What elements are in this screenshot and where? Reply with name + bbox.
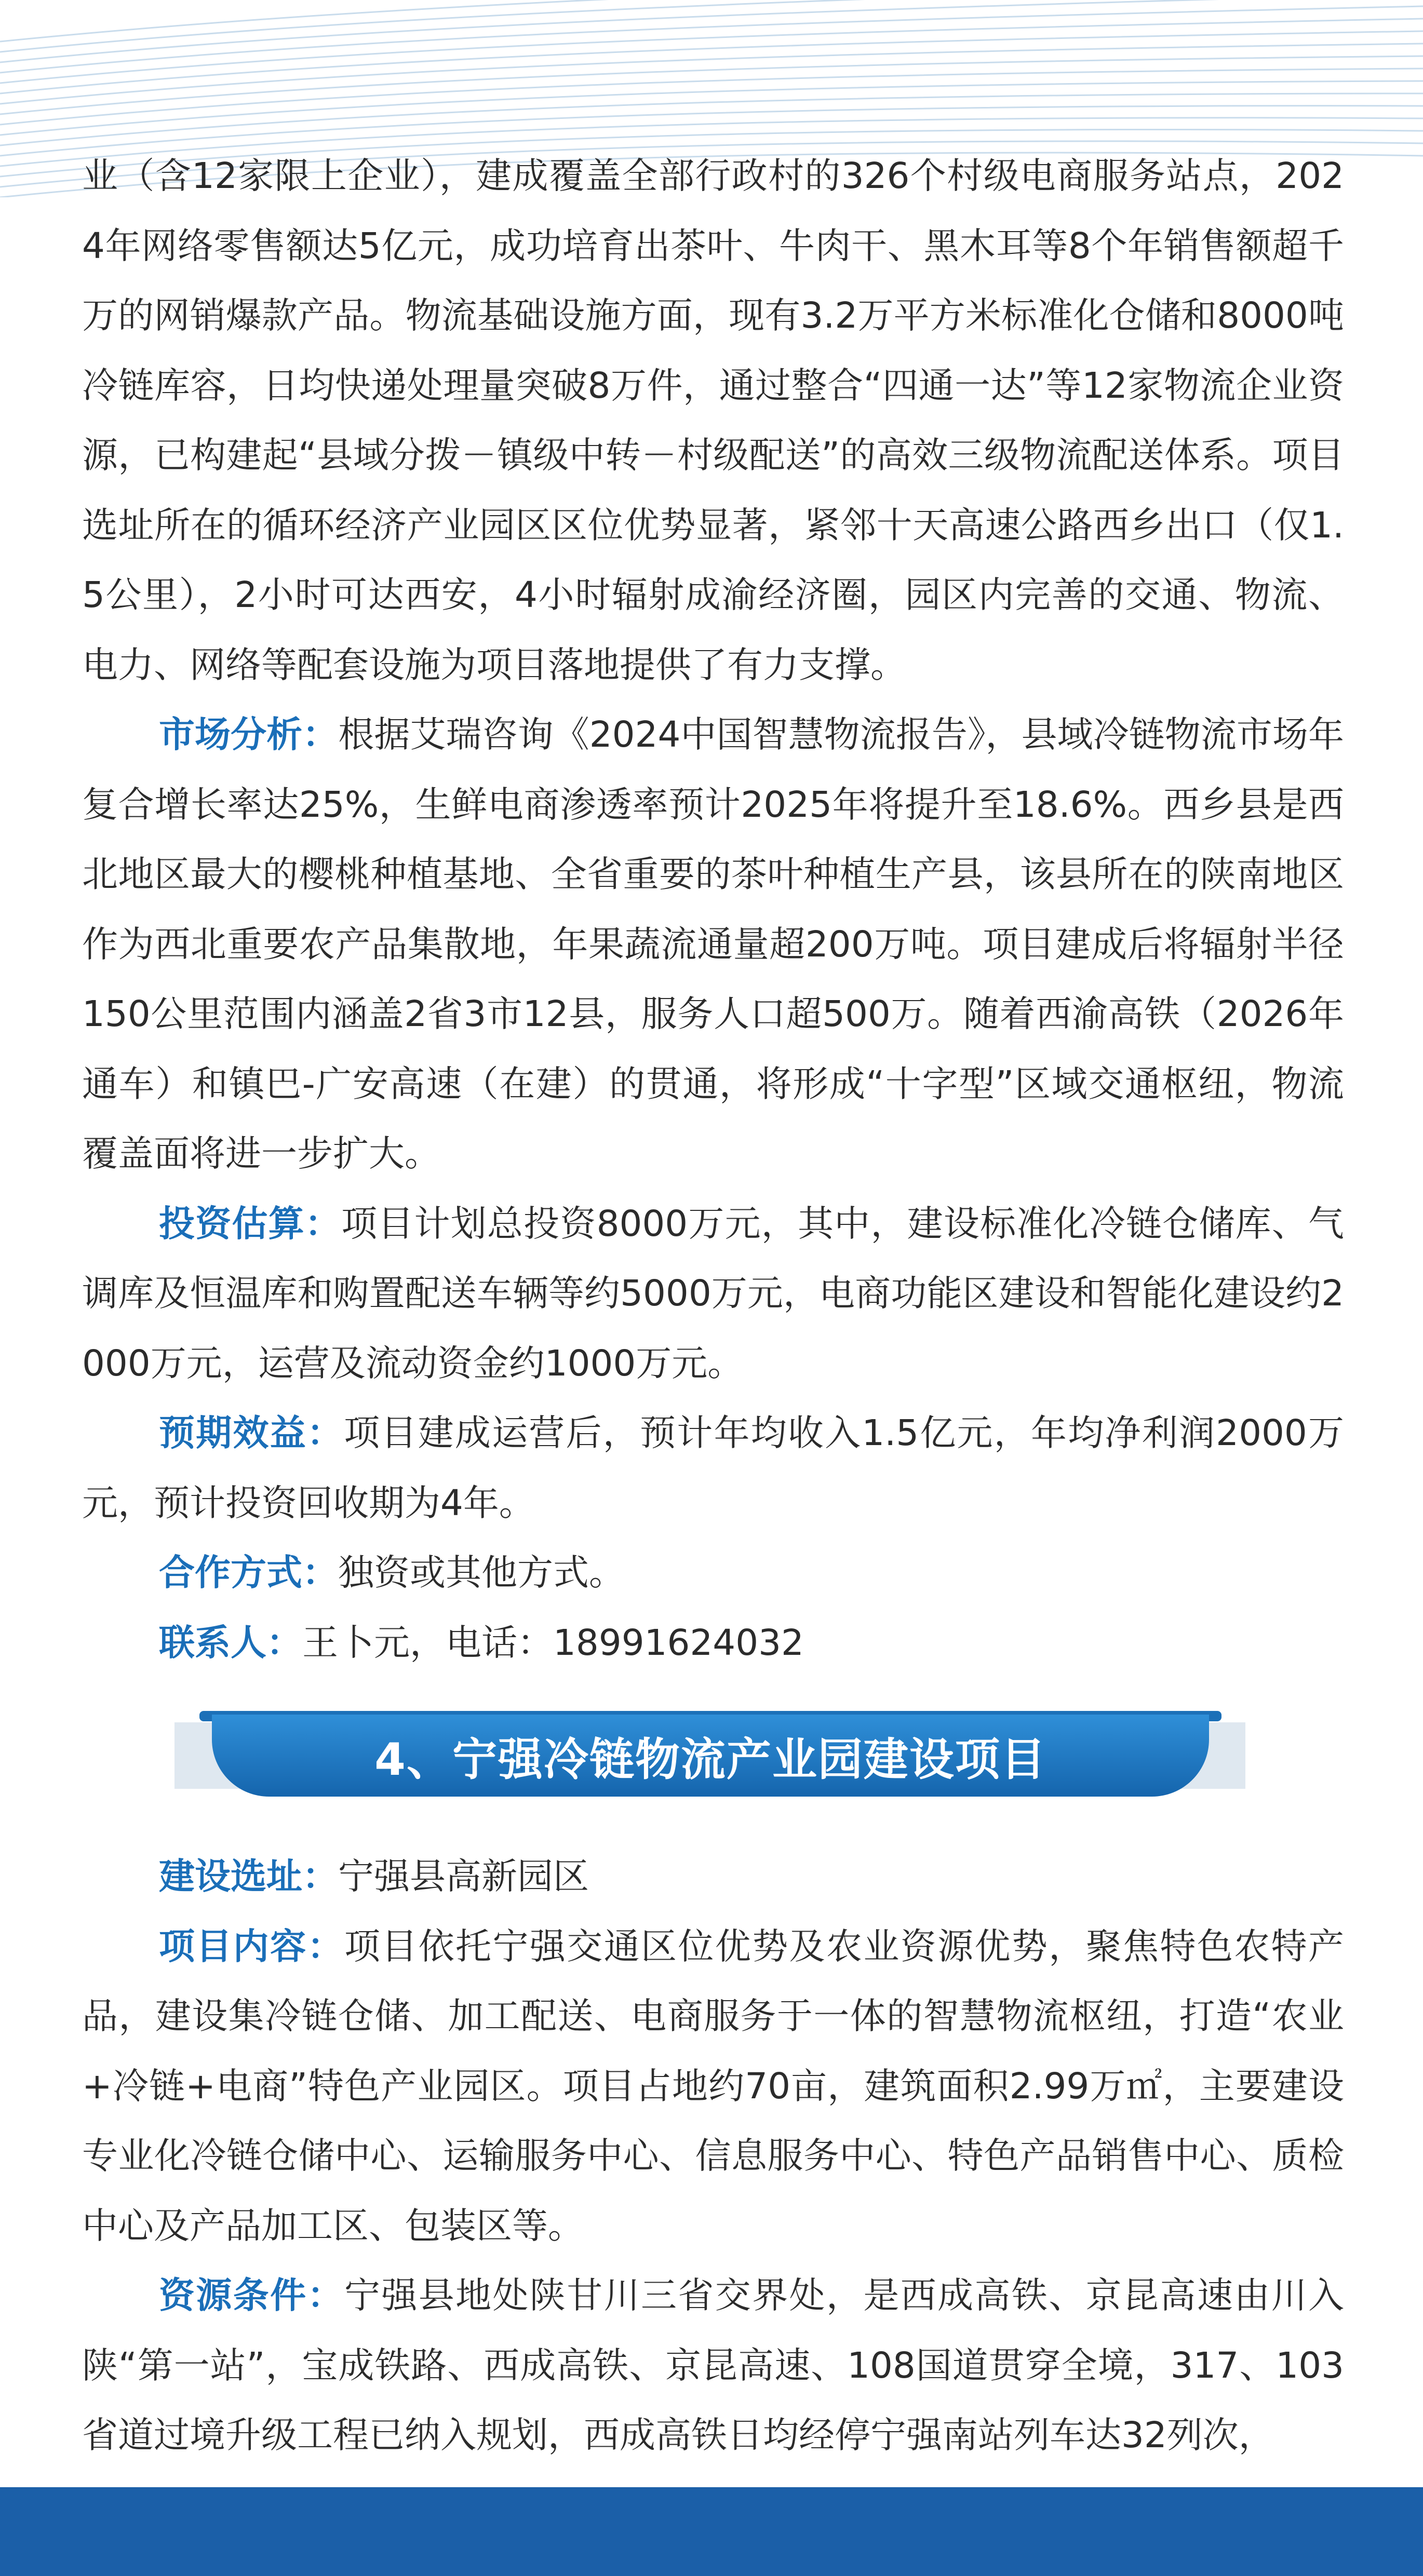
paragraph <box>82 2261 1344 2471</box>
paragraph-label: 资源条件： <box>159 2275 344 2316</box>
paragraph-text: 项目依托宁强交通区位优势及农业资源优势，聚焦特色农特产品，建设集冷链仓储、加工配送、电商服务于一体的智慧物流枢纽，打造“农业+冷链+电商”特色产业园区。项目占地约70亩，建筑面积2.99万㎡，主要建设专业化冷链仓储中心、运输服务中心、信息服务中心、特色产品销售中心、质检中心及产品加工区、包装区等。 <box>82 1925 1345 2247</box>
paragraph-text: 独资或其他方式。 <box>338 1552 625 1594</box>
decorative-line <box>0 19 1423 83</box>
paragraph-text: 宁强县地处陕甘川三省交界处，是西成高铁、京昆高速由川入陕“第一站”，宝成铁路、西成高铁、京昆高速、108国道贯穿全境，317、103省道过境升级工程已纳入规划，西成高铁日均经停宁强南站列车达32列次， <box>82 2275 1345 2456</box>
paragraph <box>82 1189 1344 1399</box>
decorative-line <box>0 31 1423 93</box>
paragraph <box>82 1398 1344 1538</box>
document-body <box>82 141 1344 2471</box>
paragraph-label: 联系人： <box>159 1622 302 1664</box>
paragraph <box>82 1608 1344 1678</box>
paragraph-text: 根据艾瑞咨询《2024中国智慧物流报告》，县域冷链物流市场年复合增长率达25%，生鲜电商渗透率预计2025年将提升至18.6%。西乡县是西北地区最大的樱桃种植基地、全省重要的茶叶种植生产县，该县所在的陕南地区作为西北重要农产品集散地，年果蔬流通量超200万吨。项目建成后将辐射半径150公里范围内涵盖2省3市12县，服务人口超500万。随着西渝高铁（2026年通车）和镇巴-广安高速（在建）的贯通，将形成“十字型”区域交通枢纽，物流覆盖面将进一步扩大。 <box>82 714 1344 1175</box>
paragraph-label: 投资估算： <box>159 1203 342 1245</box>
paragraph-label: 项目内容： <box>159 1925 344 1967</box>
paragraph-group-top <box>82 141 1344 1678</box>
paragraph <box>82 1842 1344 1912</box>
paragraph <box>82 1912 1344 2261</box>
paragraph-label: 合作方式： <box>159 1552 338 1594</box>
paragraph-label: 市场分析： <box>159 714 339 756</box>
paragraph <box>82 700 1344 1189</box>
paragraph-group-bottom <box>82 1842 1344 2471</box>
paragraph-label: 建设选址： <box>159 1856 338 1897</box>
paragraph-label: 预期效益： <box>159 1412 344 1454</box>
decorative-line <box>0 0 1423 62</box>
paragraph-text: 项目计划总投资8000万元，其中，建设标准化冷链仓储库、气调库及恒温库和购置配送车辆等约5000万元，电商功能区建设和智能化建设约2000万元，运营及流动资金约1000万元。 <box>82 1203 1345 1384</box>
paragraph-text: 项目建成运营后，预计年均收入1.5亿元，年均净利润2000万元，预计投资回收期为4年。 <box>82 1412 1344 1524</box>
paragraph <box>82 141 1344 700</box>
paragraph <box>82 1538 1344 1608</box>
paragraph-text: 王卜元，电话：18991624032 <box>302 1622 804 1664</box>
footer-bar <box>0 2487 1423 2576</box>
section-title: 4、宁强冷链物流产业园建设项目 <box>212 1715 1209 1797</box>
paragraph-text: 宁强县高新园区 <box>338 1856 589 1897</box>
paragraph-text: 业（含12家限上企业），建成覆盖全部行政村的326个村级电商服务站点，2024年网络零售额达5亿元，成功培育出茶叶、牛肉干、黑木耳等8个年销售额超千万的网销爆款产品。物流基础设施方面，现有3.2万平方米标准化仓储和8000吨冷链库容，日均快递处理量突破8万件，通过整合“四通一达”等12家物流企业资源，已构建起“县域分拨－镇级中转－村级配送”的高效三级物流配送体系。项目选址所在的循环经济产业园区区位优势显著，紧邻十天高速公路西乡出口（仅1.5公里），2小时可达西安，4小时辐射成渝经济圈，园区内完善的交通、物流、电力、网络等配套设施为项目落地提供了有力支撑。 <box>82 155 1344 686</box>
section-banner <box>82 1691 1344 1842</box>
